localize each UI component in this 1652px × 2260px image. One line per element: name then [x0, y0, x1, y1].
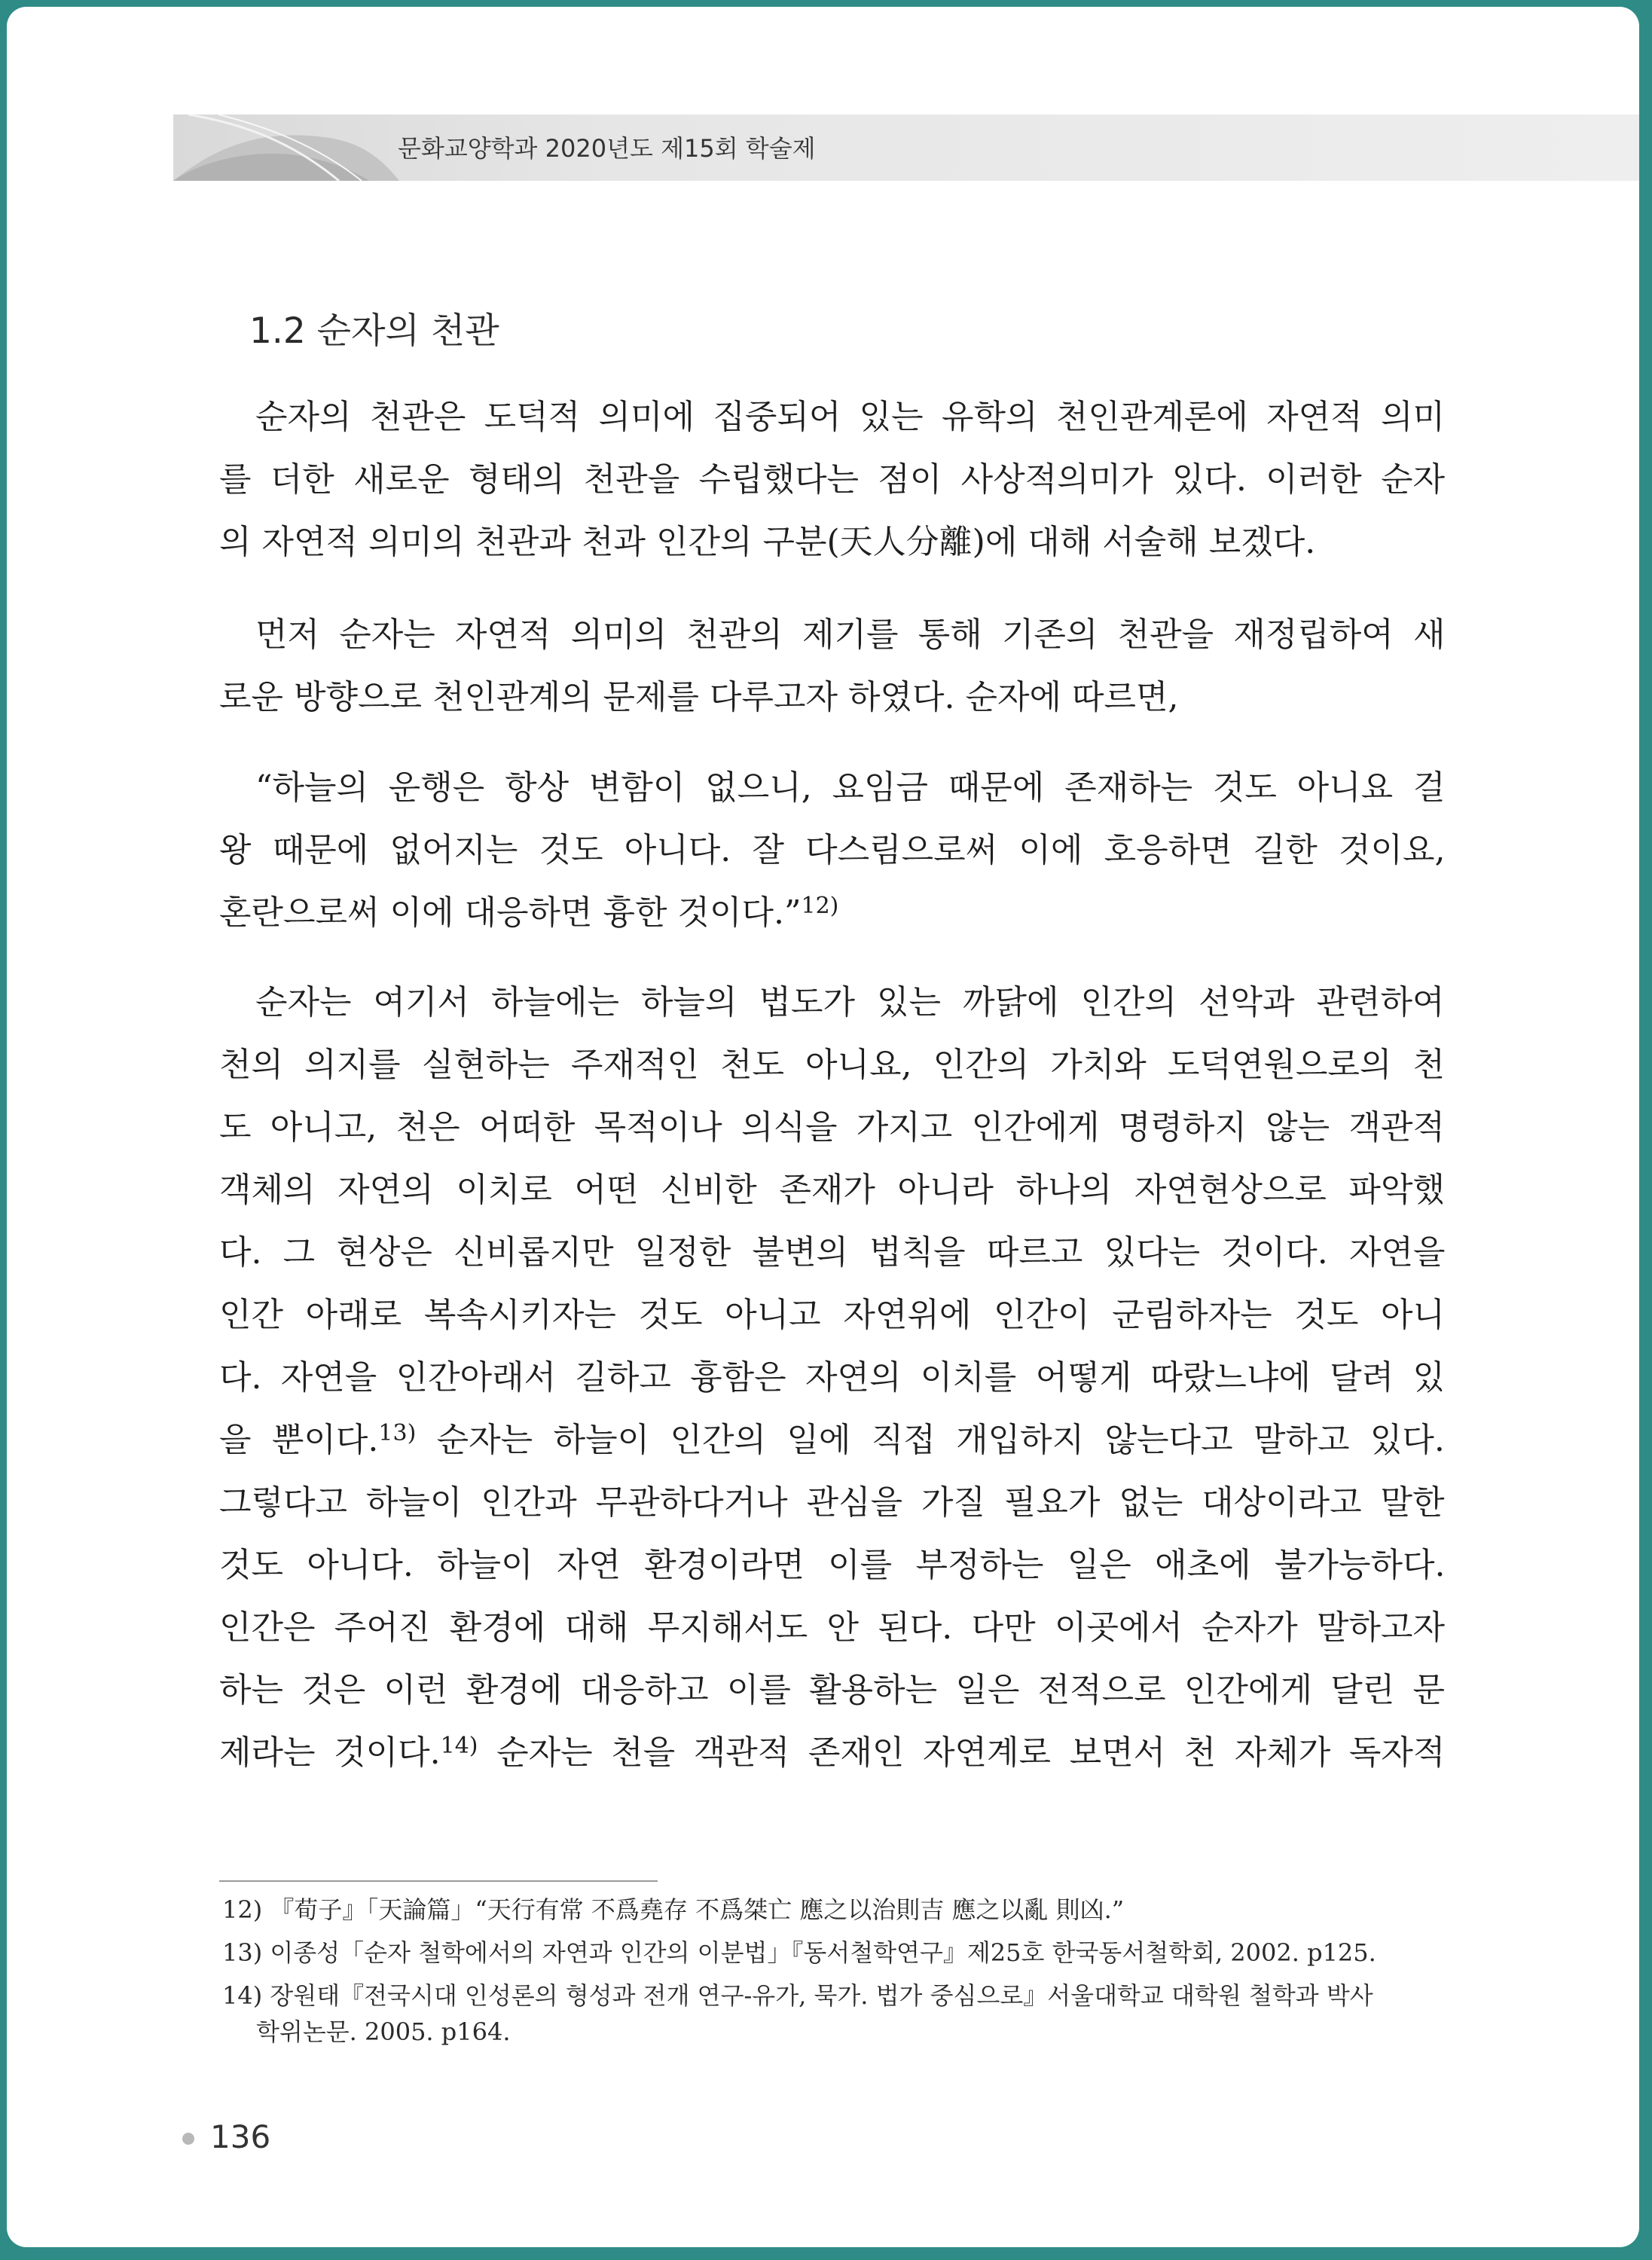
footnote-ref-12[interactable]: 12) — [801, 893, 839, 919]
quotation-line: “하늘의 운행은 항상 변함이 없으니, 요임금 때문에 존재하는 것도 아니요 걸 — [255, 768, 1446, 807]
body-text-line: 의 자연적 의미의 천관과 천과 인간의 구분(天人分離)에 대해 서술해 보겠다. — [219, 523, 1316, 561]
page-number-bullet — [182, 2133, 194, 2145]
document-page — [7, 7, 1639, 2247]
body-text-segment: 순자는 하늘이 인간의 일에 직접 개입하지 않는다고 말하고 있다. — [416, 1421, 1445, 1459]
body-text-line: 인간 아래로 복속시키자는 것도 아니고 자연위에 인간이 군림하자는 것도 아니 — [219, 1296, 1446, 1334]
body-text-line: 것도 아니다. 하늘이 자연 환경이라면 이를 부정하는 일은 애초에 불가능하다. — [219, 1546, 1446, 1584]
footnote-14 — [222, 1981, 1373, 2011]
footnote-14-continuation: 학위논문. 2005. p164. — [256, 2017, 511, 2046]
body-text-line: 로운 방향으로 천인관계의 문제를 다루고자 하였다. 순자에 따르면, — [219, 678, 1179, 716]
body-text-line: 먼저 순자는 자연적 의미의 천관의 제기를 통해 기존의 천관을 재정립하여 새 — [255, 615, 1446, 654]
body-text-segment: 제라는 것이다. — [219, 1733, 441, 1772]
body-text-line: 객체의 자연의 이치로 어떤 신비한 존재가 아니라 하나의 자연현상으로 파악했 — [219, 1171, 1446, 1209]
quotation-line: 왕 때문에 없어지는 것도 아니다. 잘 다스림으로써 이에 호응하면 길한 것이요, — [219, 831, 1446, 869]
body-text-line: 다. 자연을 인간아래서 길하고 흉함은 자연의 이치를 어떻게 따랐느냐에 달려 있 — [219, 1358, 1445, 1397]
footnote-13 — [222, 1938, 1376, 1968]
quotation-line — [219, 890, 838, 936]
page-number: 136 — [210, 2118, 271, 2155]
footnote-number: 13) — [222, 1938, 263, 1967]
quotation-text: 혼란으로써 이에 대응하면 흉한 것이다.” — [219, 893, 802, 932]
body-text-line: 그렇다고 하늘이 인간과 무관하다거나 관심을 가질 필요가 없는 대상이라고 말한 — [219, 1483, 1445, 1522]
body-text-line: 순자는 여기서 하늘에는 하늘의 법도가 있는 까닭에 인간의 선악과 관련하여 — [255, 983, 1445, 1022]
body-text-line — [219, 1730, 1445, 1776]
footnote-number: 14) — [222, 1981, 263, 2010]
body-text-line: 도 아니고, 천은 어떠한 목적이나 의식을 가지고 인간에게 명령하지 않는 객관적 — [219, 1108, 1445, 1147]
body-text-segment: 을 뿐이다. — [219, 1421, 379, 1459]
footnote-separator — [219, 1880, 658, 1882]
footnote-text: 장원태『전국시대 인성론의 형성과 전개 연구-유가, 묵가. 법가 중심으로』서울대학교 대학원 철학과 박사 — [270, 1981, 1373, 2010]
running-header — [173, 115, 1639, 181]
body-text-line: 하는 것은 이런 환경에 대응하고 이를 활용하는 일은 전적으로 인간에게 달린 문 — [219, 1671, 1445, 1709]
running-header-title: 문화교양학과 2020년도 제15회 학술제 — [398, 134, 816, 163]
header-swoosh-decoration — [173, 115, 399, 181]
footnote-text: 『荀子』「天論篇」“天行有常 不爲堯存 不爲桀亡 應之以治則吉 應之以亂 則凶.” — [270, 1895, 1125, 1924]
body-text-line: 순자의 천관은 도덕적 의미에 집중되어 있는 유학의 천인관계론에 자연적 의미 — [255, 398, 1446, 436]
footnote-12 — [222, 1895, 1124, 1925]
body-text-line — [219, 1418, 1445, 1463]
body-text-segment: 순자는 천을 객관적 존재인 자연계로 보면서 천 자체가 독자적 — [478, 1733, 1446, 1772]
footnote-ref-14[interactable]: 14) — [440, 1733, 478, 1759]
body-text-line: 인간은 주어진 환경에 대해 무지해서도 안 된다. 다만 이곳에서 순자가 말하고자 — [219, 1608, 1445, 1647]
section-heading: 1.2 순자의 천관 — [249, 310, 499, 352]
body-text-line: 다. 그 현상은 신비롭지만 일정한 불변의 법칙을 따르고 있다는 것이다. 자연을 — [219, 1233, 1446, 1272]
body-text-line: 천의 의지를 실현하는 주재적인 천도 아니요, 인간의 가치와 도덕연원으로의 천 — [219, 1046, 1445, 1084]
footnote-ref-13[interactable]: 13) — [378, 1420, 417, 1446]
footnote-text: 이종성「순자 철학에서의 자연과 인간의 이분법」『동서철학연구』제25호 한국동서철학회, 2002. p125. — [270, 1938, 1376, 1967]
footnote-number: 12) — [222, 1895, 263, 1924]
body-text-line: 를 더한 새로운 형태의 천관을 수립했다는 점이 사상적의미가 있다. 이러한 순자 — [219, 460, 1445, 499]
